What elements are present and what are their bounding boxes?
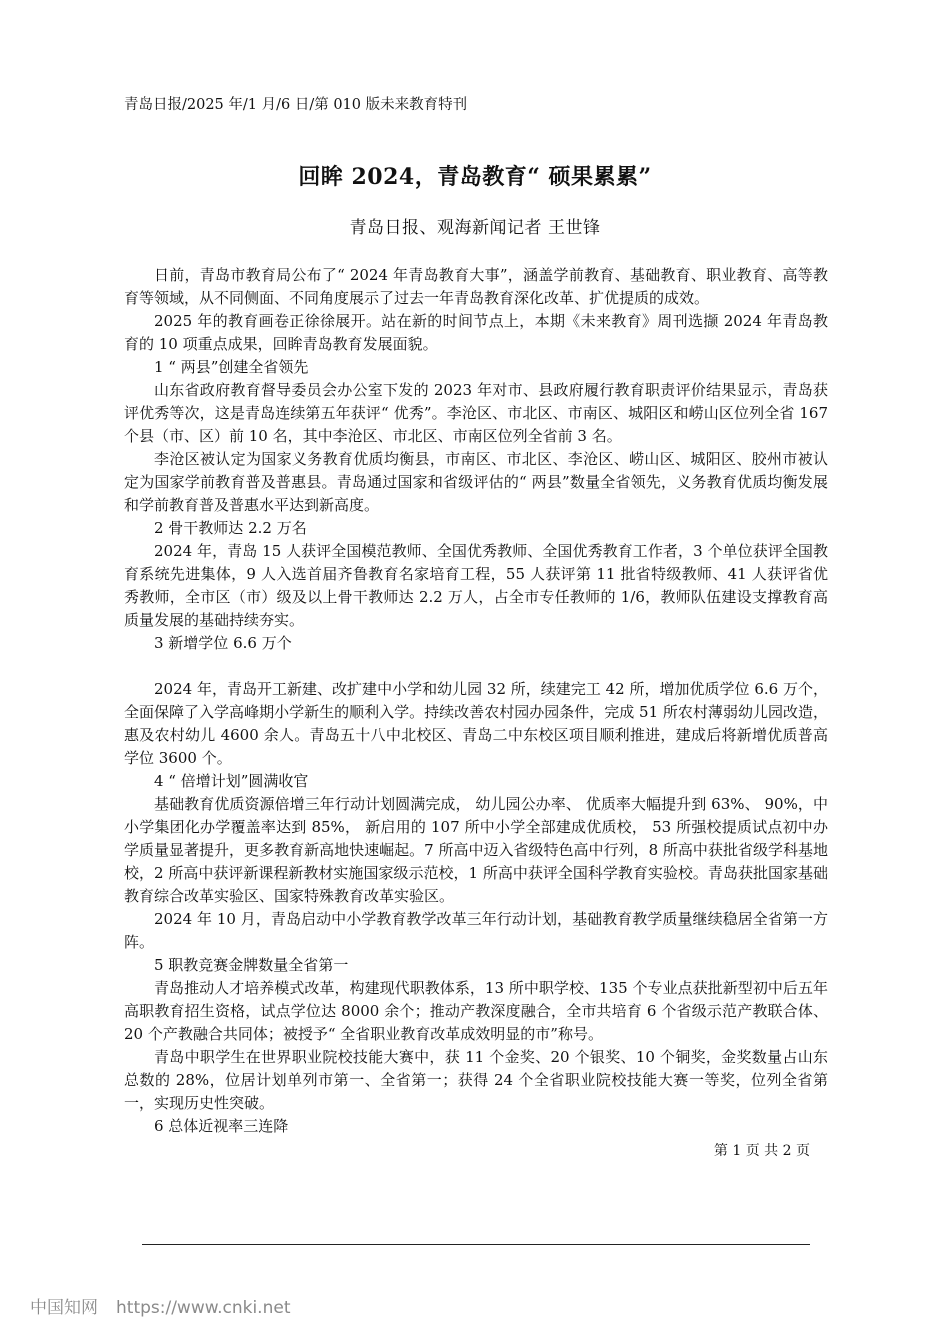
section-heading: 6 总体近视率三连降 [154, 1117, 289, 1135]
cnki-watermark [30, 1293, 290, 1318]
article-byline: 青岛日报、观海新闻记者 王世锋 [349, 218, 601, 238]
watermark-url: https://www.cnki.net [116, 1298, 291, 1318]
paragraph: 2024 年 10 月，青岛启动中小学教育教学改革三年行动计划，基础教育教学质量继续稳居全省第一方阵。 [124, 910, 828, 951]
section-heading: 5 职教竞赛金牌数量全省第一 [154, 956, 349, 974]
article-body [124, 264, 828, 1138]
paragraph: 2025 年的教育画卷正徐徐展开。站在新的时间节点上，本期《未来教育》周刊选撷 2024 年青岛教育的 10 项重点成果，回眸青岛教育发展面貌。 [124, 312, 828, 353]
footer-divider [142, 1244, 810, 1245]
section-heading: 2 骨干教师达 2.2 万名 [154, 519, 307, 537]
paragraph: 日前，青岛市教育局公布了“ 2024 年青岛教育大事”，涵盖学前教育、基础教育、职业教育、高等教育等领域，从不同侧面、不同角度展示了过去一年青岛教育深化改革、扩优提质的成效。 [124, 266, 828, 307]
page-number: 第 1 页 共 2 页 [713, 1143, 810, 1159]
section-heading: 4 “ 倍增计划”圆满收官 [154, 772, 309, 790]
section-heading: 1 “ 两县”创建全省领先 [154, 358, 309, 376]
source-line: 青岛日报/2025 年/1 月/6 日/第 010 版未来教育特刊 [124, 97, 468, 113]
paragraph: 李沧区被认定为国家义务教育优质均衡县，市南区、市北区、李沧区、崂山区、城阳区、胶州市被认定为国家学前教育普及普惠县。青岛通过国家和省级评估的“ 两县”数量全省领先，义务教育优质均衡发展和学前教育普及普惠水平达到新高度。 [124, 450, 828, 514]
paragraph: 基础教育优质资源倍增三年行动计划圆满完成， 幼儿园公办率、 优质率大幅提升到 63%、 90%，中小学集团化办学覆盖率达到 85%， 新启用的 107 所中小学全部建成优质校， 53 所强校提质试点初中办学质量显著提升，更多教育新高地快速崛起。7 所高中迈入省级特色高中行列，8 所高中获批省级学科基地校，2 所高中获评新课程新教材实施国家级示范校，1 所高中获评全国科学教育实验校。青岛获批国家基础教育综合改革实验区、国家特殊教育改革实验区。 [124, 795, 828, 905]
watermark-name: 中国知网 [30, 1298, 98, 1318]
paragraph: 青岛推动人才培养模式改革，构建现代职教体系，13 所中职学校、135 个专业点获批新型初中后五年高职教育招生资格，试点学位达 8000 余个；推动产教深度融合，全市共培育 6 个省级示范产教联合体、20 个产教融合共同体；被授予“ 全省职业教育改革成效明显的市”称号。 [124, 979, 828, 1043]
paragraph: 青岛中职学生在世界职业院校技能大赛中，获 11 个金奖、20 个银奖、10 个铜奖，金奖数量占山东总数的 28%，位居计划单列市第一、全省第一；获得 24 个全省职业院校技能大赛一等奖，位列全省第一，实现历史性突破。 [124, 1048, 828, 1112]
paragraph: 2024 年，青岛 15 人获评全国模范教师、全国优秀教师、全国优秀教育工作者，3 个单位获评全国教育系统先进集体，9 人入选首届齐鲁教育名家培育工程，55 人获评第 11 批省特级教师、41 人获评省优秀教师，全市区（市）级及以上骨干教师达 2.2 万人，占全市专任教师的 1/6，教师队伍建设支撑教育高质量发展的基础持续夯实。 [124, 542, 828, 629]
paragraph: 2024 年，青岛开工新建、改扩建中小学和幼儿园 32 所，续建完工 42 所，增加优质学位 6.6 万个，全面保障了入学高峰期小学新生的顺利入学。持续改善农村园办园条件，完成 51 所农村薄弱幼儿园改造，惠及农村幼儿 4600 余人。青岛五十八中北校区、青岛二中东校区项目顺利推进，建成后将新增优质普高学位 3600 个。 [124, 680, 828, 767]
article-title: 回眸 2024，青岛教育“ 硕果累累” [298, 164, 652, 190]
section-heading: 3 新增学位 6.6 万个 [154, 634, 292, 652]
paragraph: 山东省政府教育督导委员会办公室下发的 2023 年对市、县政府履行教育职责评价结果显示，青岛获评优秀等次，这是青岛连续第五年获评“ 优秀”。李沧区、市北区、市南区、城阳区和崂山区位列全省 167 个县（市、区）前 10 名，其中李沧区、市北区、市南区位列全省前 3 名。 [124, 381, 828, 445]
